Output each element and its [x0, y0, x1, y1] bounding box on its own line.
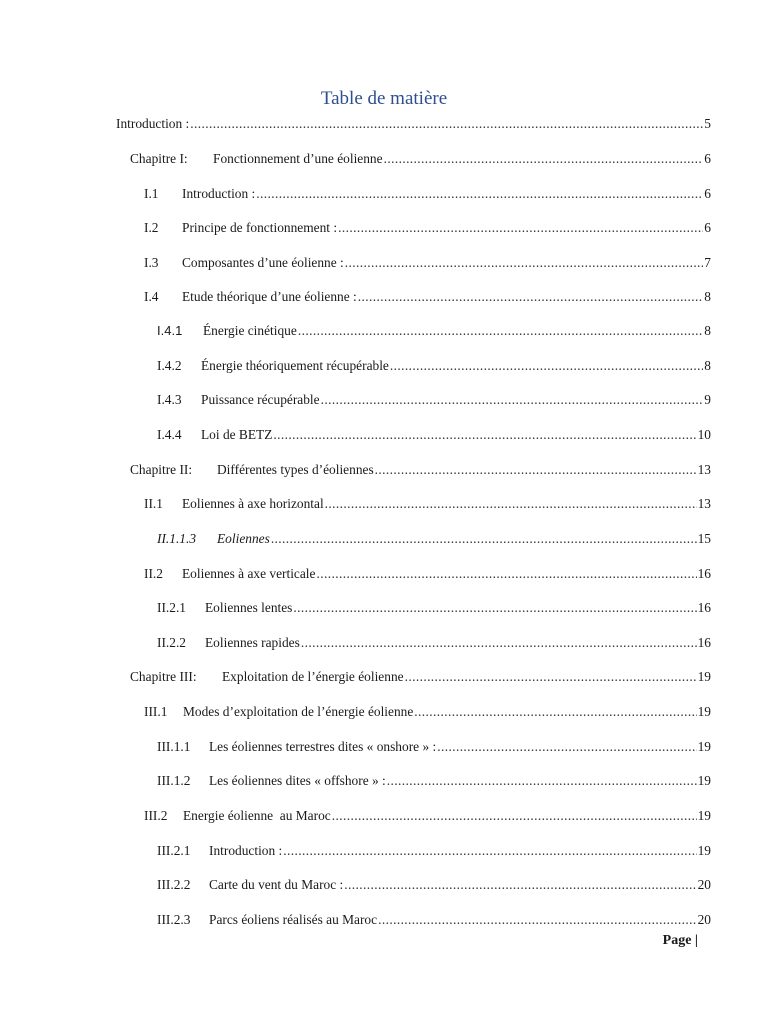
toc-entry-i-4-3[interactable] — [157, 390, 711, 410]
toc-entry-number: I.4.2 — [157, 358, 182, 373]
toc-entry-page: 19 — [697, 808, 711, 823]
toc-entry-title: Eoliennes rapides — [205, 635, 300, 650]
toc-entry-page: 7 — [704, 255, 711, 270]
toc-entry-title: Composantes d’une éolienne : — [182, 255, 344, 270]
toc-dot-leader — [256, 184, 703, 204]
toc-entry-chapitre-1[interactable] — [130, 149, 711, 169]
toc-entry-iii-2[interactable] — [144, 806, 711, 826]
toc-dot-leader — [358, 287, 704, 307]
toc-dot-leader — [283, 841, 696, 861]
toc-entry-page: 9 — [704, 392, 711, 407]
toc-entry-number: III.1.1 — [157, 739, 191, 754]
toc-dot-leader — [375, 460, 697, 480]
toc-entry-number: I.1 — [144, 186, 159, 201]
toc-entry-page: 19 — [697, 704, 711, 719]
toc-entry-number: Chapitre I: — [130, 151, 188, 166]
toc-dot-leader — [384, 149, 704, 169]
toc-dot-leader — [325, 494, 697, 514]
toc-dot-leader — [321, 390, 704, 410]
toc-dot-leader — [344, 875, 696, 895]
toc-entry-number: I.2 — [144, 220, 159, 235]
toc-entry-title: Exploitation de l’énergie éolienne — [222, 669, 404, 684]
toc-entry-page: 15 — [697, 531, 711, 546]
toc-entry-i-4-1[interactable] — [157, 321, 711, 341]
toc-entry-page: 8 — [704, 358, 711, 373]
toc-entry-i-4[interactable] — [144, 287, 711, 307]
toc-dot-leader — [301, 633, 697, 653]
toc-entry-title: Principe de fonctionnement : — [182, 220, 338, 235]
toc-dot-leader — [293, 598, 696, 618]
toc-entry-title: Loi de BETZ — [201, 427, 273, 442]
toc-entry-i-4-4[interactable] — [157, 425, 711, 445]
toc-entry-number: III.1.2 — [157, 773, 191, 788]
toc-entry-page: 16 — [697, 600, 711, 615]
toc-entry-number: II.2 — [144, 566, 163, 581]
toc-entry-iii-1-2[interactable] — [157, 771, 711, 791]
toc-entry-number: III.2.2 — [157, 877, 191, 892]
toc-entry-page: 20 — [697, 877, 711, 892]
toc-entry-page: 19 — [697, 669, 711, 684]
toc-entry-title: Modes d’exploitation de l’énergie éolienne — [183, 704, 414, 719]
toc-entry-i-4-2[interactable] — [157, 356, 711, 376]
toc-entry-page: 10 — [697, 427, 711, 442]
page-footer-label: Page | — [662, 933, 698, 948]
toc-entry-number: III.2 — [144, 808, 168, 823]
toc-entry-i-1[interactable] — [144, 184, 711, 204]
toc-title: Table de matière — [320, 88, 448, 109]
toc-dot-leader — [316, 564, 696, 584]
toc-entry-number: II.1 — [144, 496, 163, 511]
toc-entry-title: Introduction : — [209, 843, 283, 858]
toc-entry-number: I.3 — [144, 255, 159, 270]
toc-entry-title: Énergie théoriquement récupérable — [201, 358, 389, 373]
toc-entry-title: Énergie cinétique — [203, 323, 297, 338]
toc-entry-page: 20 — [697, 912, 711, 927]
toc-entry-number: Chapitre III: — [130, 669, 197, 684]
toc-entry-page: 8 — [704, 323, 711, 338]
toc-entry-title: Fonctionnement d’une éolienne — [213, 151, 383, 166]
toc-dot-leader — [332, 806, 697, 826]
toc-entry-introduction[interactable] — [116, 114, 711, 134]
toc-entry-title: Eoliennes à axe horizontal — [182, 496, 324, 511]
toc-entry-number: Chapitre II: — [130, 462, 193, 477]
toc-entry-iii-1-1[interactable] — [157, 737, 711, 757]
toc-entry-number: II.2.1 — [157, 600, 187, 615]
toc-entry-number: III.2.3 — [157, 912, 191, 927]
toc-entry-number: III.1 — [144, 704, 168, 719]
toc-entry-title: Puissance récupérable — [201, 392, 320, 407]
toc-entry-i-2[interactable] — [144, 218, 711, 238]
toc-entry-iii-2-1[interactable] — [157, 841, 711, 861]
toc-dot-leader — [405, 667, 697, 687]
toc-dot-leader — [345, 253, 704, 273]
toc-entry-page: 19 — [697, 773, 711, 788]
toc-entry-number: I.4.1 — [157, 323, 183, 338]
toc-entry-title: Eoliennes lentes — [205, 600, 293, 615]
toc-entry-iii-2-3[interactable] — [157, 910, 711, 930]
toc-dot-leader — [437, 737, 696, 757]
toc-entry-page: 13 — [697, 462, 711, 477]
toc-entry-page: 16 — [697, 635, 711, 650]
toc-entry-page: 19 — [697, 739, 711, 754]
toc-dot-leader — [298, 321, 703, 341]
toc-entry-page: 13 — [697, 496, 711, 511]
toc-entry-number: I.4.3 — [157, 392, 182, 407]
toc-dot-leader — [387, 771, 697, 791]
toc-entry-page: 19 — [697, 843, 711, 858]
toc-entry-title: Introduction : — [182, 186, 256, 201]
toc-entry-chapitre-3[interactable] — [130, 667, 711, 687]
toc-entry-ii-1[interactable] — [144, 494, 711, 514]
toc-entry-title: Energie éolienne au Maroc — [183, 808, 331, 823]
toc-entry-ii-2-2[interactable] — [157, 633, 711, 653]
toc-entry-page: 8 — [704, 289, 711, 304]
toc-entry-title: Parcs éoliens réalisés au Maroc — [209, 912, 378, 927]
toc-entry-page: 6 — [704, 186, 711, 201]
toc-entry-title: Introduction : — [116, 116, 190, 131]
toc-entry-iii-2-2[interactable] — [157, 875, 711, 895]
toc-entry-title: Eoliennes à axe verticale — [182, 566, 316, 581]
toc-entry-ii-1-1-3[interactable] — [157, 529, 711, 549]
toc-entry-title: Différentes types d’éoliennes — [217, 462, 374, 477]
toc-entry-page: 5 — [704, 116, 711, 131]
toc-entry-ii-2-1[interactable] — [157, 598, 711, 618]
toc-dot-leader — [390, 356, 703, 376]
toc-entry-title: Les éoliennes dites « offshore » : — [209, 773, 386, 788]
toc-entry-number: II.2.2 — [157, 635, 187, 650]
toc-dot-leader — [190, 114, 703, 134]
toc-entry-number: I.4.4 — [157, 427, 182, 442]
toc-entry-i-3[interactable] — [144, 253, 711, 273]
toc-entry-number: II.1.1.3 — [157, 531, 197, 546]
toc-entry-chapitre-2[interactable] — [130, 460, 711, 480]
toc-dot-leader — [271, 529, 697, 549]
toc-entry-ii-2[interactable] — [144, 564, 711, 584]
toc-entry-number: I.4 — [144, 289, 159, 304]
toc-entry-title: Les éoliennes terrestres dites « onshore » : — [209, 739, 437, 754]
toc-entry-page: 6 — [704, 151, 711, 166]
toc-entry-number: III.2.1 — [157, 843, 191, 858]
toc-entry-title: Eoliennes — [217, 531, 270, 546]
toc-dot-leader — [378, 910, 697, 930]
toc-entry-title: Etude théorique d’une éolienne : — [182, 289, 357, 304]
toc-entry-iii-1[interactable] — [144, 702, 711, 722]
toc-dot-leader — [414, 702, 696, 722]
toc-dot-leader — [273, 425, 696, 445]
toc-entry-page: 16 — [697, 566, 711, 581]
toc-entry-page: 6 — [704, 220, 711, 235]
toc-entry-title: Carte du vent du Maroc : — [209, 877, 344, 892]
toc-dot-leader — [338, 218, 703, 238]
